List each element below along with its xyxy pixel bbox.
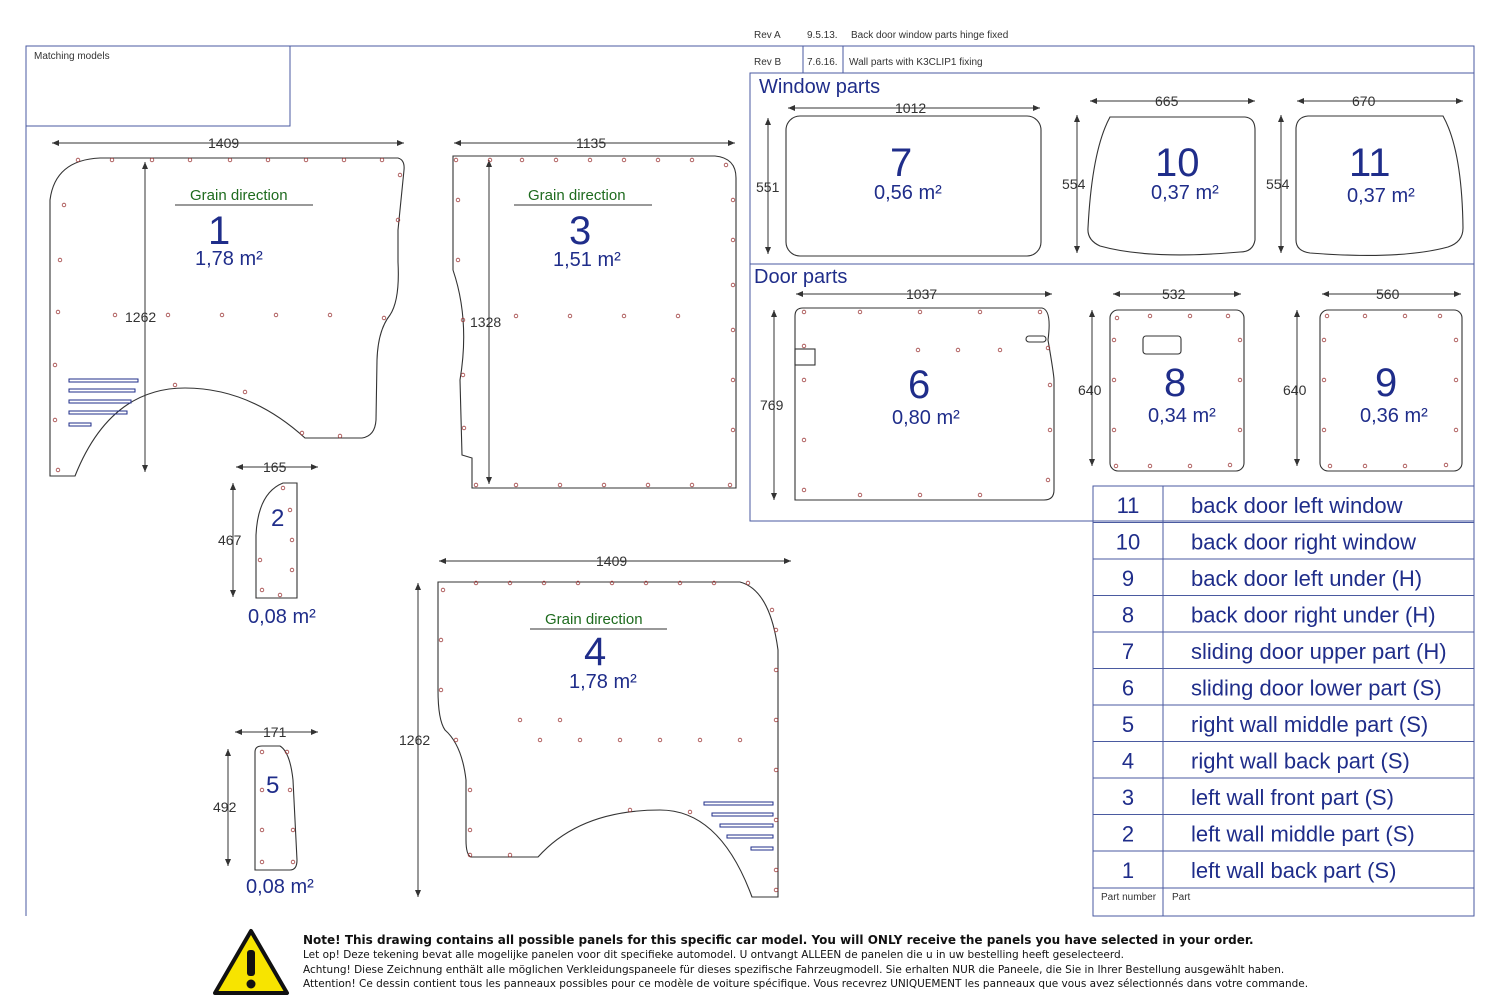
panel-10-height: 554	[1062, 176, 1086, 192]
panel-5	[213, 724, 318, 898]
parts-table-number: 3	[1121, 785, 1135, 810]
panel-8	[1078, 286, 1244, 471]
note-dutch: Let op! Deze tekening bevat alle mogelijke panelen voor dit specifieke automodel. U ontvangt ALLEEN de panelen die u in uw bestelling heeft geselecteerd.	[303, 949, 1124, 961]
parts-table-number: 2	[1121, 821, 1135, 847]
panel-1-height: 1262	[125, 309, 157, 325]
parts-table-number: 5	[1121, 712, 1135, 737]
parts-table-number: 10	[1115, 529, 1141, 555]
panel-10-width: 665	[1155, 93, 1179, 109]
panel-4	[399, 553, 791, 897]
parts-table-header-part: Part	[1172, 892, 1191, 903]
panel-10	[1062, 93, 1255, 255]
parts-table-number: 6	[1121, 675, 1135, 701]
panel-4-area: 1,78 m²	[569, 671, 637, 693]
panel-1-width: 1409	[208, 135, 240, 151]
parts-table-part-name: sliding door upper part (H)	[1191, 639, 1447, 664]
matching-models-label: Matching models	[34, 51, 110, 62]
panel-4-vents	[704, 802, 773, 850]
panel-9	[1283, 286, 1462, 471]
panel-1-area: 1,78 m²	[195, 248, 263, 270]
panel-4-grain: Grain direction	[545, 611, 643, 628]
panel-1-grain: Grain direction	[190, 187, 288, 204]
panel-11-height: 554	[1266, 176, 1290, 192]
panel-7-area: 0,56 m²	[874, 182, 942, 204]
rev-b-date: 7.6.16.	[807, 57, 838, 68]
panel-1-vents	[69, 379, 138, 426]
panel-4-number: 4	[584, 630, 607, 674]
panel-11-area: 0,37 m²	[1347, 185, 1415, 207]
parts-table-number: 7	[1121, 639, 1135, 664]
rev-a-date: 9.5.13.	[807, 30, 838, 41]
rev-a-desc: Back door window parts hinge fixed	[851, 30, 1009, 41]
parts-table-number: 1	[1121, 858, 1135, 883]
rev-a-label: Rev A	[754, 30, 781, 41]
parts-table	[1093, 486, 1474, 916]
panel-11-width: 670	[1352, 93, 1376, 109]
panel-6-height: 769	[760, 397, 784, 413]
panel-6-number: 6	[908, 363, 931, 407]
panel-5-number: 5	[266, 772, 280, 799]
parts-table-part-name: back door right window	[1191, 529, 1417, 555]
panel-5-width: 171	[263, 724, 287, 740]
panel-6-width: 1037	[906, 286, 938, 302]
disclaimer-note	[303, 932, 1493, 992]
panel-6-area: 0,80 m²	[892, 407, 960, 429]
door-parts-title: Door parts	[754, 266, 848, 288]
parts-table-part-name: left wall front part (S)	[1191, 785, 1394, 810]
panel-2-number: 2	[271, 505, 285, 532]
panel-11-number: 11	[1349, 141, 1391, 185]
parts-table-part-name: right wall back part (S)	[1191, 748, 1410, 774]
note-french: Attention! Ce dessin contient tous les panneaux possibles pour ce modèle de voiture spécifique. Vous recevrez UNIQUEMENT les panneaux que vous avez sélectionnés dans votre commande.	[303, 978, 1309, 990]
warning-icon	[212, 928, 290, 996]
panel-7-height: 551	[756, 179, 780, 195]
panel-3-grain: Grain direction	[528, 187, 626, 204]
panel-3-height: 1328	[470, 314, 502, 330]
panel-4-width: 1409	[596, 553, 628, 569]
parts-table-part-name: back door left under (H)	[1191, 566, 1423, 591]
panel-3	[453, 135, 736, 488]
panel-10-number: 10	[1155, 141, 1200, 185]
panel-3-number: 3	[569, 209, 592, 253]
parts-table-part-name: left wall back part (S)	[1191, 858, 1397, 883]
panel-1	[50, 135, 404, 476]
panel-2-width: 165	[263, 459, 287, 475]
parts-table-part-name: right wall middle part (S)	[1191, 712, 1429, 737]
parts-table-part-name: sliding door lower part (S)	[1191, 675, 1442, 701]
parts-table-part-name: back door left window	[1191, 493, 1403, 518]
parts-table-number: 11	[1116, 493, 1140, 518]
note-german: Achtung! Diese Zeichnung enthält alle möglichen Verkleidungspaneele für dieses spezifische Fahrzeugmodell. Sie erhalten NUR die Paneele, die Sie in Ihrer Bestellung ausgewählt haben.	[303, 963, 1285, 976]
parts-table-number: 9	[1121, 566, 1135, 591]
panel-9-number: 9	[1375, 361, 1398, 405]
panel-8-height: 640	[1078, 382, 1102, 398]
parts-table-part-name: back door right under (H)	[1191, 602, 1436, 628]
panel-6	[760, 286, 1054, 500]
parts-table-number: 8	[1121, 602, 1135, 628]
parts-table-part-name: left wall middle part (S)	[1191, 821, 1415, 847]
panel-7-width: 1012	[895, 100, 927, 116]
rev-b-desc: Wall parts with K3CLIP1 fixing	[849, 57, 983, 68]
panel-8-area: 0,34 m²	[1148, 405, 1216, 427]
panel-10-area: 0,37 m²	[1151, 182, 1219, 204]
panel-2-height: 467	[218, 532, 242, 548]
panel-1-number: 1	[208, 209, 231, 253]
panel-8-number: 8	[1164, 361, 1187, 405]
parts-table-number: 4	[1121, 748, 1135, 774]
panel-7	[756, 100, 1041, 256]
note-english: Note! This drawing contains all possible panels for this specific car model. You will ONLY receive the panels you have selected in your order.	[303, 933, 1254, 947]
window-parts-title: Window parts	[759, 76, 881, 98]
panel-9-area: 0,36 m²	[1360, 405, 1428, 427]
panel-3-area: 1,51 m²	[553, 249, 621, 271]
panel-5-area: 0,08 m²	[246, 876, 314, 898]
rev-b-label: Rev B	[754, 57, 782, 68]
panel-7-number: 7	[890, 141, 913, 185]
panel-4-height: 1262	[399, 732, 431, 748]
panel-11	[1266, 93, 1463, 255]
panel-9-width: 560	[1376, 286, 1400, 302]
panel-2-area: 0,08 m²	[248, 606, 316, 628]
parts-table-header-number: Part number	[1101, 892, 1157, 903]
panel-9-height: 640	[1283, 382, 1307, 398]
panel-8-width: 532	[1162, 286, 1186, 302]
panel-2	[218, 459, 318, 628]
panel-5-height: 492	[213, 799, 237, 815]
panel-3-width: 1135	[576, 135, 607, 151]
